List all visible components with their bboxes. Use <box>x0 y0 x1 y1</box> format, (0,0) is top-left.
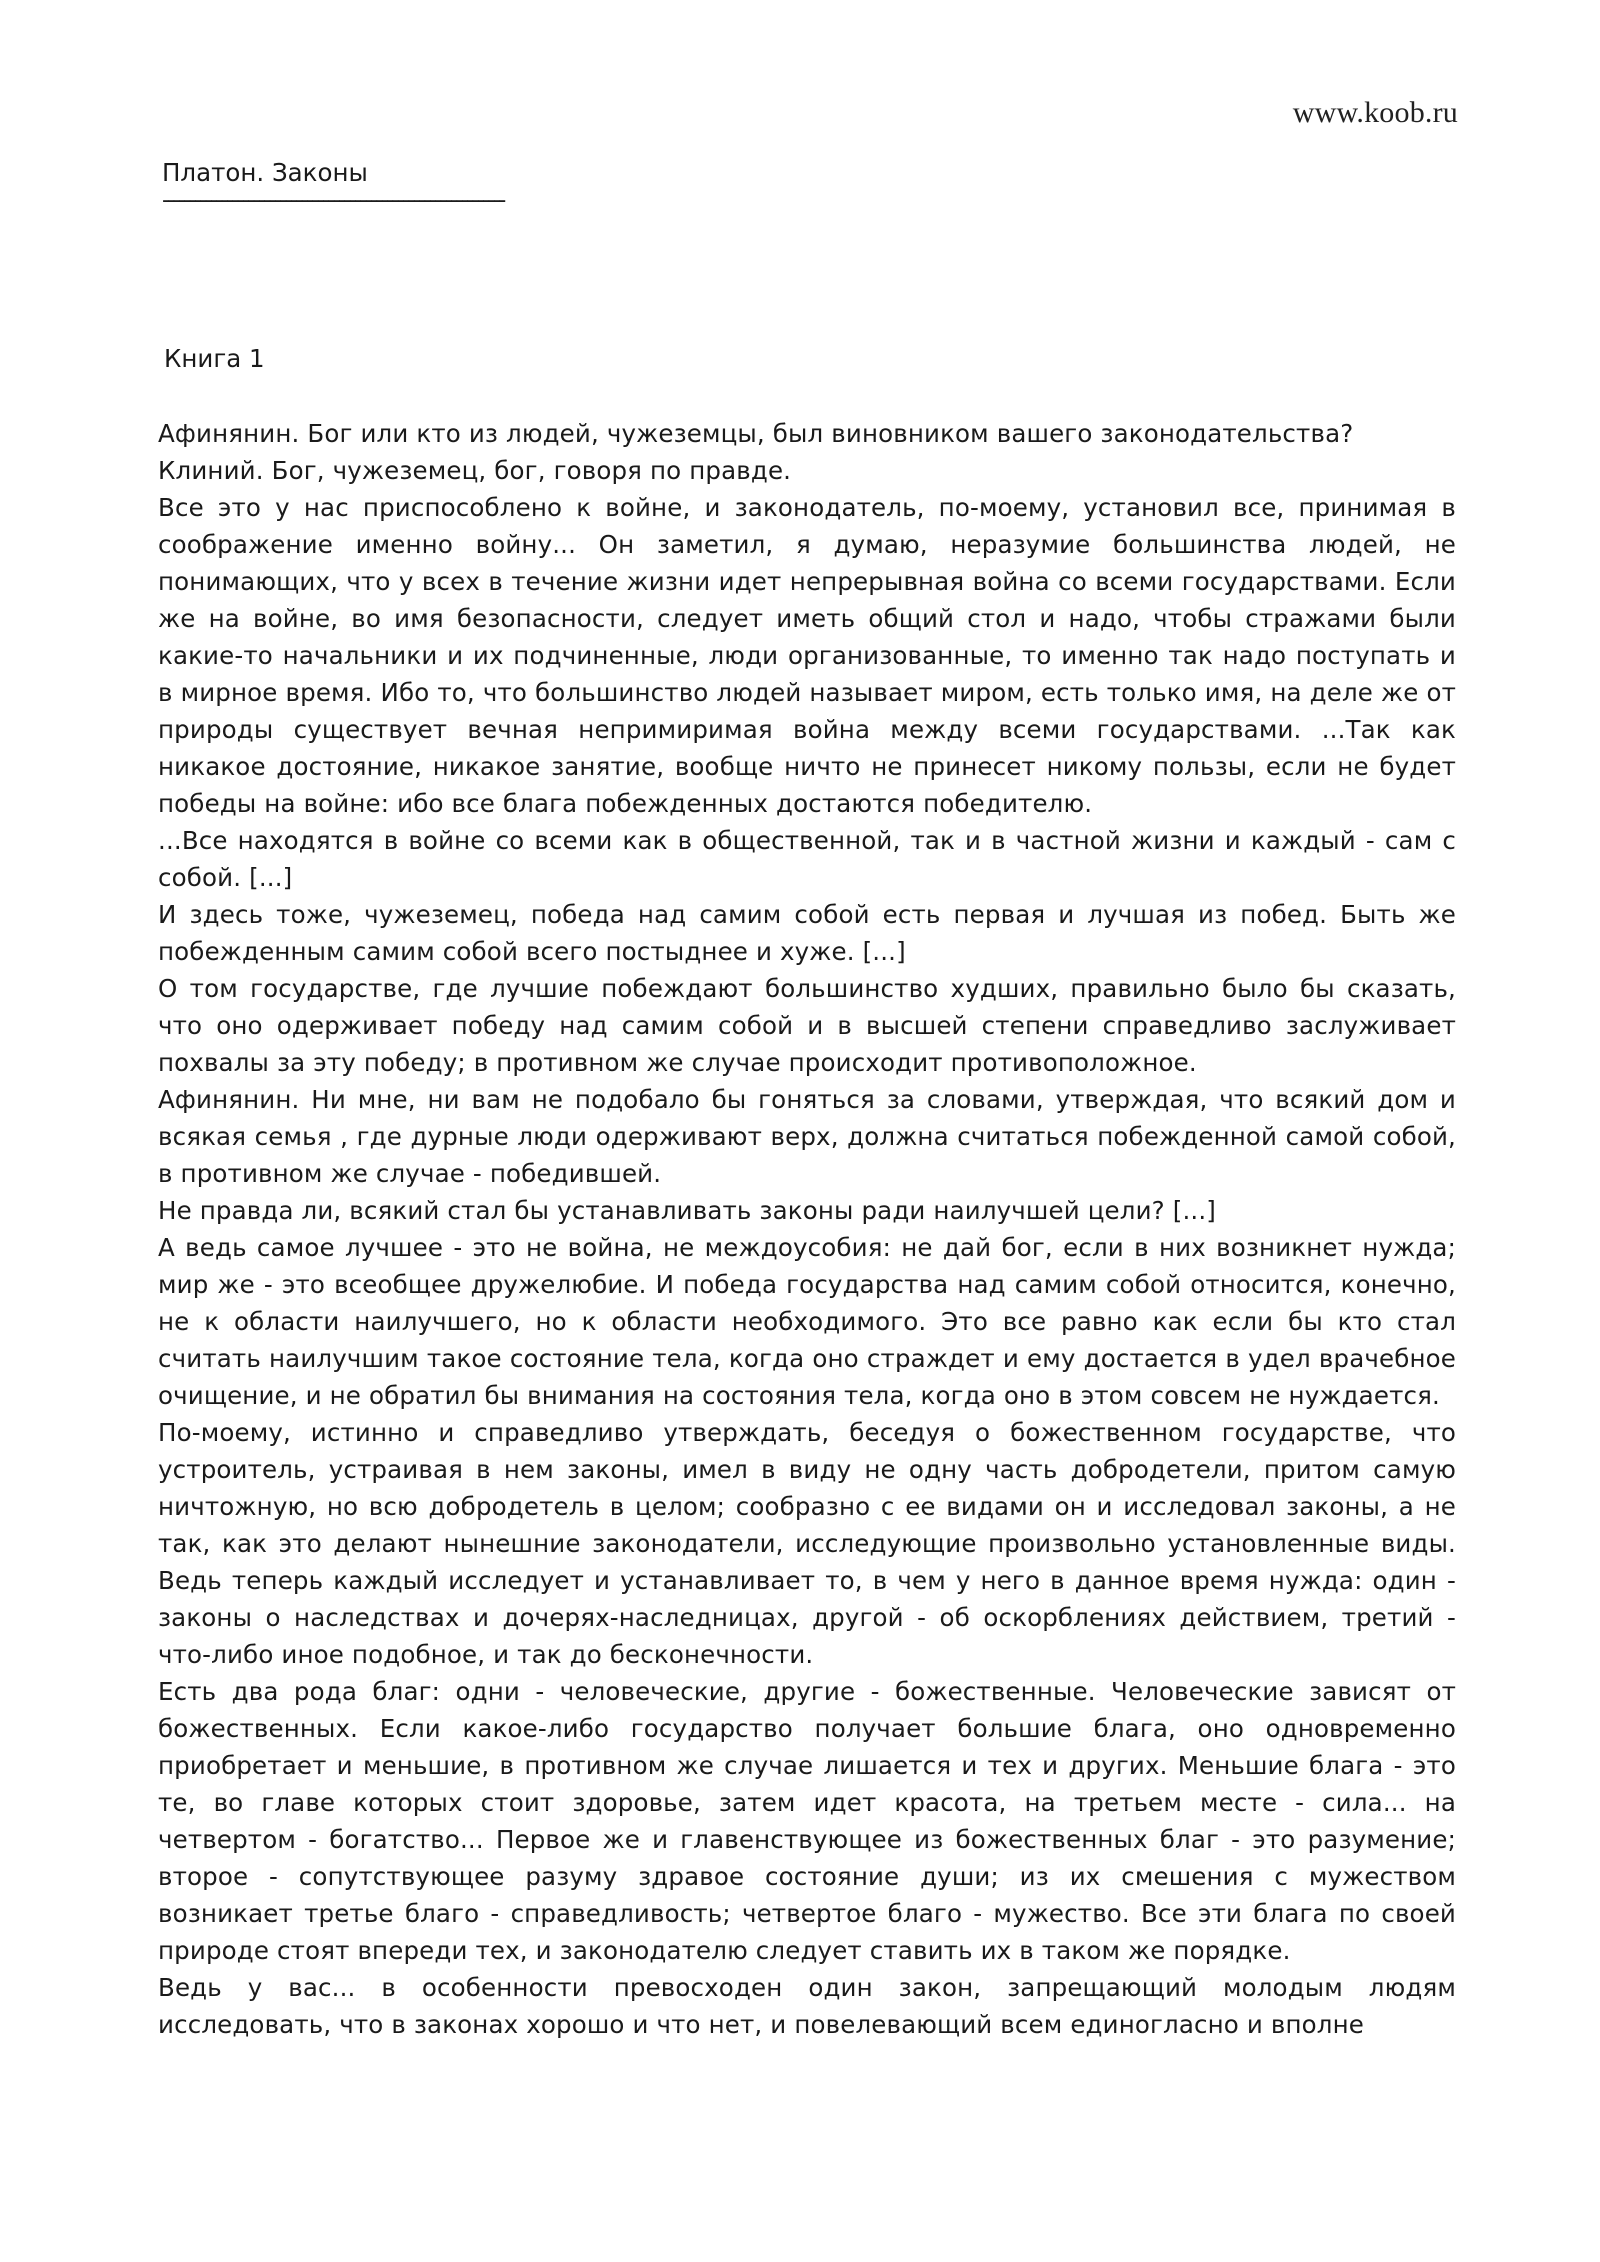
paragraph: Есть два рода благ: одни - человеческие, другие - божественные. Человеческие зависят от божественных. Если какое-либо государство получает большие блага, оно одновременно приобретает и меньшие, в противном же случае лишается и тех и других. Меньшие блага - это те, во главе которых стоит здоровье, затем идет красота, на третьем месте - сила... на четвертом - богатство... Первое же и главенствующее из божественных благ - это разумение; второе - сопутствующее разуму здравое состояние души; из их смешения с мужеством возникает третье благо - справедливость; четвертое благо - мужество. Все эти блага по своей природе стоят впереди тех, и законодателю следует ставить их в таком же порядке. <box>158 1677 1456 1965</box>
document-body <box>158 415 1456 2043</box>
paragraph: Афинянин. Бог или кто из людей, чужеземцы, был виновником вашего законодательства? <box>158 419 1354 448</box>
title-underline-rule: ---------------------------------------------------------------- <box>162 190 504 212</box>
document-title: Платон. Законы <box>162 158 368 187</box>
paragraph: По-моему, истинно и справедливо утверждать, беседуя о божественном государстве, что устроитель, устраивая в нем законы, имел в виду не одну часть добродетели, притом самую ничтожную, но всю добродетель в целом; сообразно с ее видами он и исследовал законы, а не так, как это делают нынешние законодатели, исследующие произвольно установленные виды. Ведь теперь каждый исследует и устанавливает то, в чем у него в данное время нужда: один - законы о наследствах и дочерях-наследницах, другой - об оскорблениях действием, третий - что-либо иное подобное, и так до бесконечности. <box>158 1418 1456 1669</box>
paragraph: О том государстве, где лучшие побеждают большинство худших, правильно было бы сказать, что оно одерживает победу над самим собой и в высшей степени справедливо заслуживает похвалы за эту победу; в противном же случае происходит противоположное. <box>158 974 1456 1077</box>
paragraph: А ведь самое лучшее - это не война, не междоусобия: не дай бог, если в них возникнет нужда; мир же - это всеобщее дружелюбие. И победа государства над самим собой относится, конечно, не к области наилучшего, но к области необходимого. Это все равно как если бы кто стал считать наилучшим такое состояние тела, когда оно страждет и ему достается в удел врачебное очищение, и не обратил бы внимания на состояния тела, когда оно в этом совсем не нуждается. <box>158 1233 1456 1410</box>
paragraph: Клиний. Бог, чужеземец, бог, говоря по правде. <box>158 456 792 485</box>
paragraph: И здесь тоже, чужеземец, победа над самим собой есть первая и лучшая из побед. Быть же побежденным самим собой всего постыднее и хуже. [...] <box>158 900 1456 966</box>
paragraph: Не правда ли, всякий стал бы устанавливать законы ради наилучшей цели? [...] <box>158 1196 1216 1225</box>
site-url: www.koob.ru <box>1292 96 1458 129</box>
paragraph: Все это у нас приспособлено к войне, и законодатель, по-моему, установил все, принимая в соображение именно войну... Он заметил, я думаю, неразумие большинства людей, не понимающих, что у всех в течение жизни идет непрерывная война со всеми государствами. Если же на войне, во имя безопасности, следует иметь общий стол и надо, чтобы стражами были какие-то начальники и их подчиненные, люди организованные, то именно так надо поступать и в мирное время. Ибо то, что большинство людей называет миром, есть только имя, на деле же от природы существует вечная непримиримая война между всеми государствами. ...Так как никакое достояние, никакое занятие, вообще ничто не принесет никому пользы, если не будет победы на войне: ибо все блага побежденных достаются победителю. <box>158 493 1456 818</box>
book-heading: Книга 1 <box>164 344 265 373</box>
paragraph: Ведь у вас... в особенности превосходен один закон, запрещающий молодым людям исследовать, что в законах хорошо и что нет, и повелевающий всем единогласно и вполне <box>158 1973 1456 2039</box>
paragraph: ...Все находятся в войне со всеми как в общественной, так и в частной жизни и каждый - сам с собой. [...] <box>158 826 1456 892</box>
paragraph: Афинянин. Ни мне, ни вам не подобало бы гоняться за словами, утверждая, что всякий дом и всякая семья , где дурные люди одерживают верх, должна считаться побежденной самой собой, в противном же случае - победившей. <box>158 1085 1456 1188</box>
document-header <box>162 156 692 212</box>
